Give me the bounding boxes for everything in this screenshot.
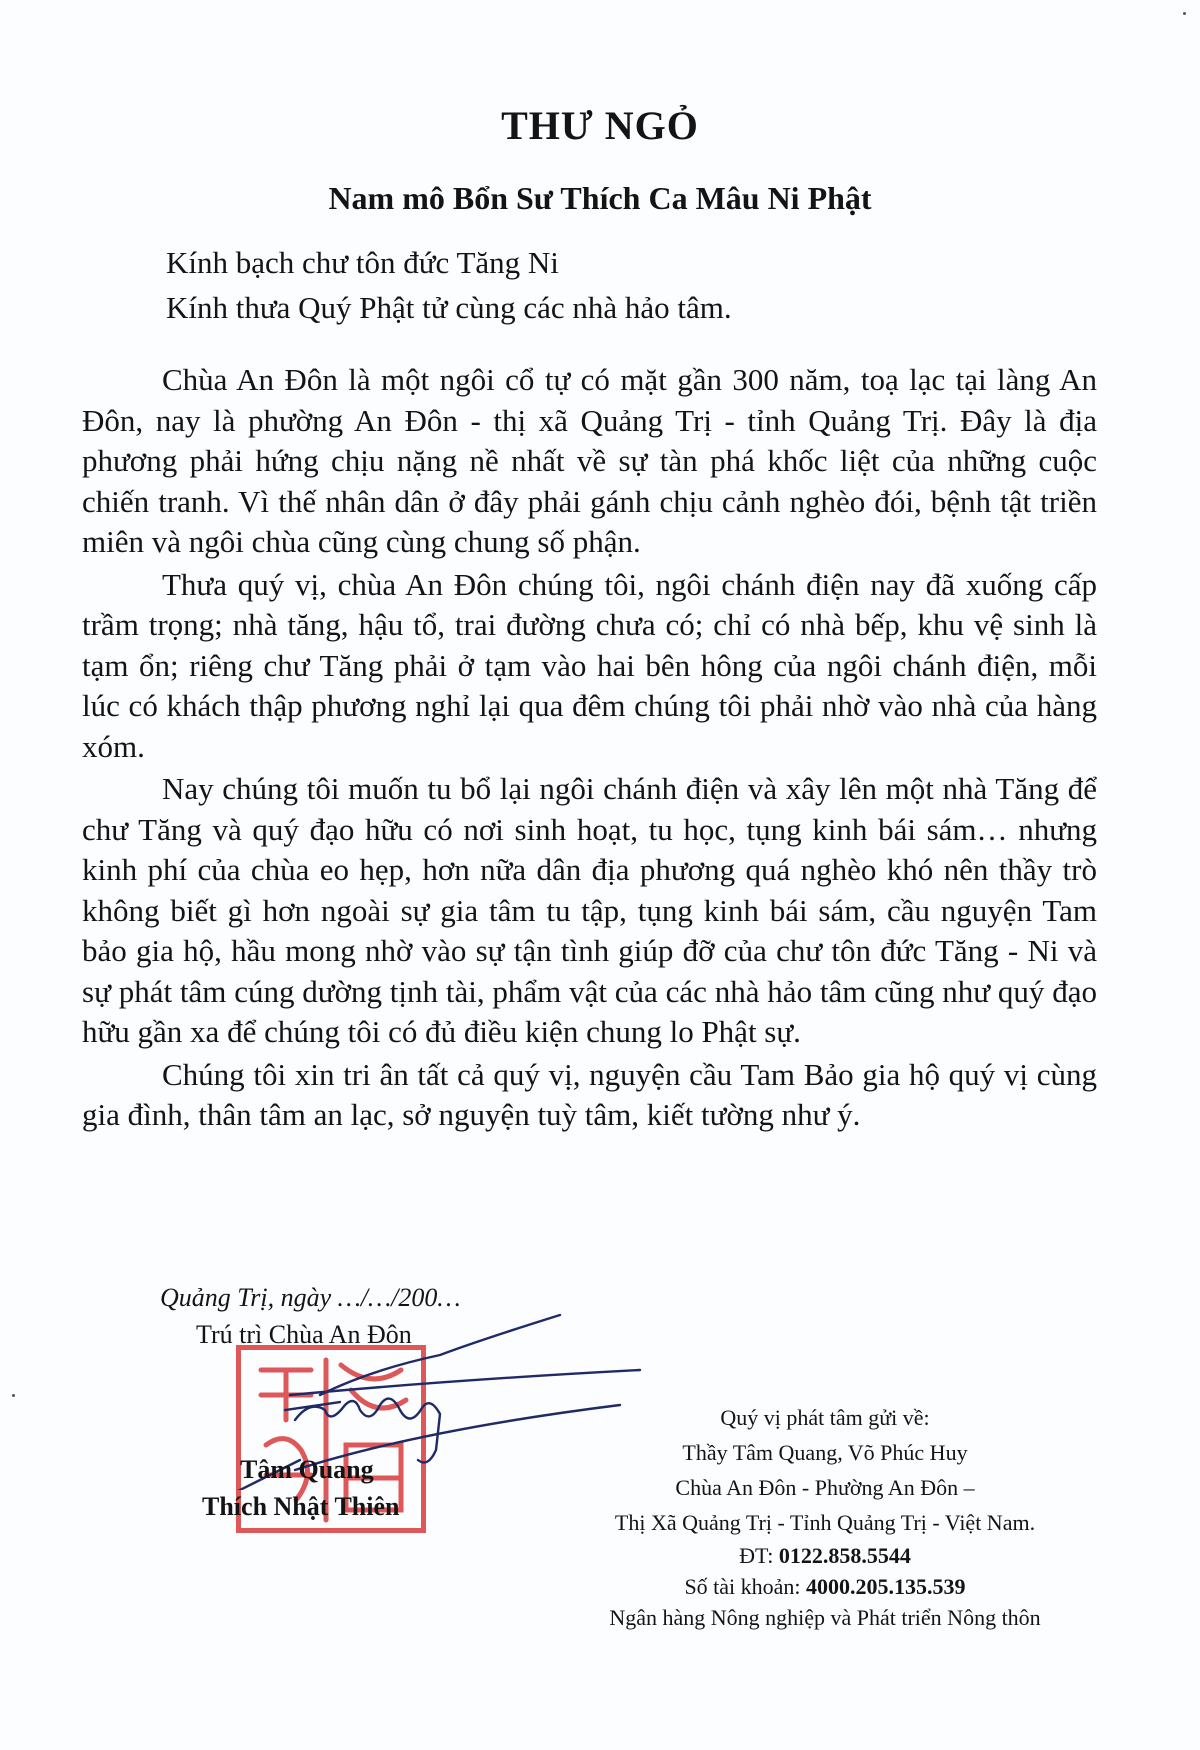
donation-intro: Quý vị phát tâm gửi về:: [720, 1405, 930, 1430]
body-paragraph: Chùa An Đôn là một ngôi cổ tự có mặt gần 300 năm, toạ lạc tại làng An Đôn, nay là phường An Đôn - thị xã Quảng Trị - tỉnh Quảng Trị. Đây là địa phương phải hứng chịu nặng nề nhất về sự tàn phá khốc liệt của những cuộc chiến tranh. Vì thế nhân dân ở đây phải gánh chịu cảnh nghèo đói, bệnh tật triền miên và ngôi chùa cũng cùng chung số phận.: [82, 362, 1097, 559]
signer-name: Tâm Quang: [240, 1455, 374, 1484]
account-label: Số tài khoản:: [684, 1574, 801, 1599]
greeting-line: Kính bạch chư tôn đức Tăng Ni: [166, 245, 559, 280]
body-paragraph: Chúng tôi xin tri ân tất cả quý vị, nguyện cầu Tam Bảo gia hộ quý vị cùng gia đình, thân tâm an lạc, sở nguyện tuỳ tâm, kiết tường như ý.: [82, 1056, 1097, 1132]
donation-account-line: [560, 1571, 1090, 1602]
letter-subtitle: Nam mô Bổn Sư Thích Ca Mâu Ni Phật: [328, 180, 872, 216]
scan-speck: [12, 1394, 15, 1397]
donation-address-1: Chùa An Đôn - Phường An Đôn –: [675, 1475, 975, 1500]
donation-bank: Ngân hàng Nông nghiệp và Phát triển Nông thôn: [609, 1605, 1041, 1630]
phone-number: 0122.858.5544: [778, 1543, 911, 1568]
donation-phone-line: [560, 1540, 1090, 1571]
donation-recipient: Thầy Tâm Quang, Võ Phúc Huy: [682, 1440, 968, 1465]
donation-info: [560, 1400, 1090, 1633]
donation-address-2: Thị Xã Quảng Trị - Tỉnh Quảng Trị - Việt Nam.: [614, 1510, 1036, 1535]
phone-label: ĐT:: [739, 1543, 774, 1568]
greeting-line: Kính thưa Quý Phật tử cùng các nhà hảo tâm.: [166, 290, 732, 325]
body-paragraph: Nay chúng tôi muốn tu bổ lại ngôi chánh điện và xây lên một nhà Tăng để chư Tăng và quý đạo hữu có nơi sinh hoạt, tu học, tụng kinh bái sám… nhưng kinh phí của chùa eo hẹp, hơn nữa dân địa phương quá nghèo khó nên thầy trò không biết gì hơn ngoài sự gia tâm tu tập, tụng kinh bái sám, cầu nguyện Tam bảo gia hộ, hầu mong nhờ vào sự tận tình giúp đỡ của chư tôn đức Tăng - Ni và sự phát tâm cúng dường tịnh tài, phẩm vật của các nhà hảo tâm cũng như quý đạo hữu gần xa để chúng tôi có đủ điều kiện chung lo Phật sự.: [82, 771, 1097, 1049]
scan-speck: [1183, 12, 1186, 15]
signer-dharma-name: Thích Nhật Thiên: [202, 1492, 400, 1521]
body-paragraph: Thưa quý vị, chùa An Đôn chúng tôi, ngôi chánh điện nay đã xuống cấp trầm trọng; nhà tăng, hậu tổ, trai đường chưa có; chỉ có nhà bếp, khu vệ sinh là tạm ổn; riêng chư Tăng phải ở tạm vào hai bên hông của ngôi chánh điện, mỗi lúc có khách thập phương nghỉ lại qua đêm chúng tôi phải nhờ vào nhà của hàng xóm.: [82, 566, 1097, 764]
letter-title: THƯ NGỎ: [501, 103, 699, 148]
letter-body: [82, 360, 1097, 1136]
signature-date: Quảng Trị, ngày …/…/200…: [160, 1283, 461, 1312]
account-number: 4000.205.135.539: [806, 1574, 966, 1599]
signature-role: Trú trì Chùa An Đôn: [196, 1320, 412, 1349]
